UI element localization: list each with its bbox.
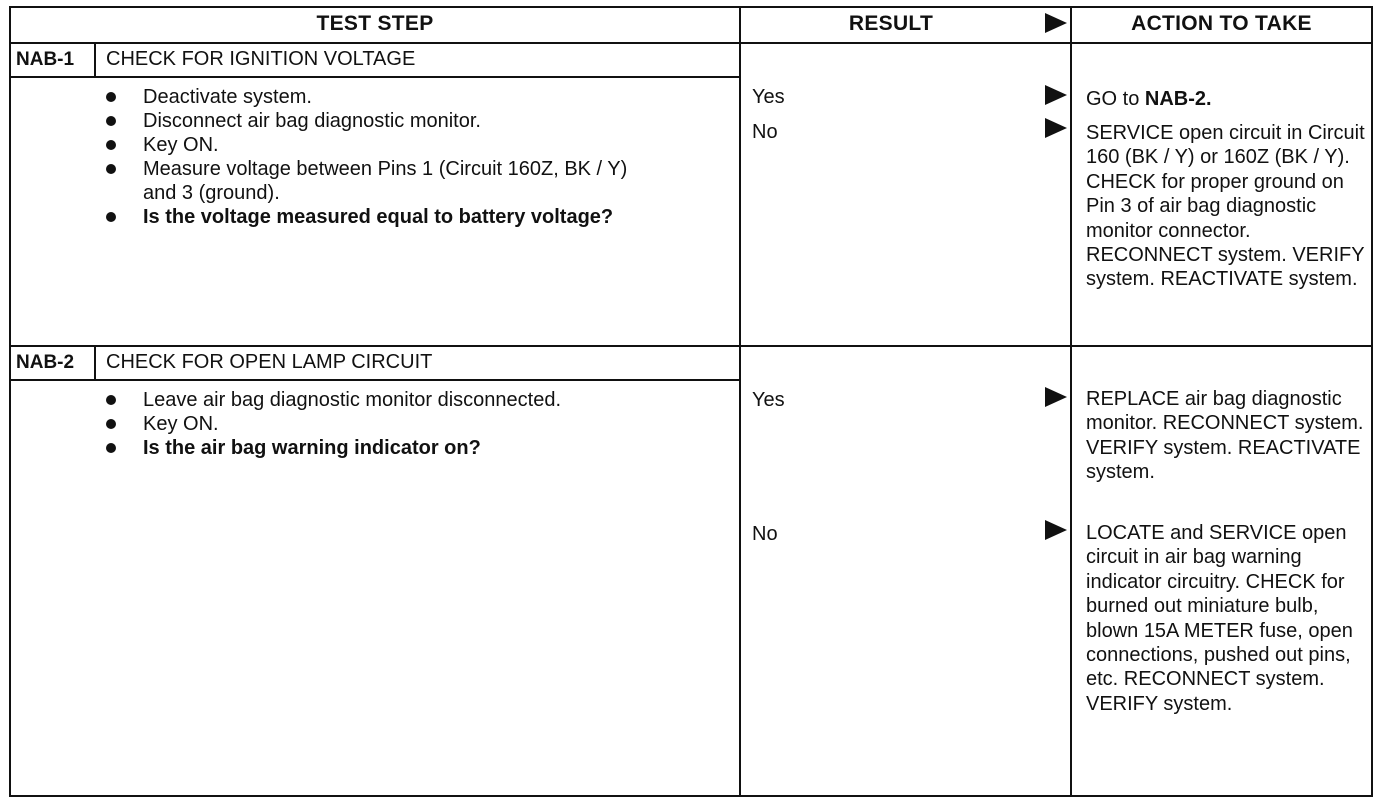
nab1-step: Deactivate system. [106, 85, 686, 109]
nab1-yes-arrow-icon [1045, 85, 1067, 105]
nab2-action-yes: REPLACE air bag diagnostic monitor. RECONNECT system. VERIFY system. REACTIVATE system. [1086, 388, 1364, 484]
bullet-icon [106, 395, 116, 405]
bullet-icon [106, 443, 116, 453]
nab1-step: Is the voltage measured equal to battery voltage? [106, 205, 623, 229]
border-right [1371, 6, 1373, 797]
nab2-no-arrow-icon [1045, 520, 1067, 540]
nab2-title: CHECK FOR OPEN LAMP CIRCUIT [106, 351, 433, 373]
bullet-icon [106, 92, 116, 102]
nab1-steps [106, 85, 686, 229]
nab1-code: NAB-1 [16, 49, 75, 70]
nab2-action-no: LOCATE and SERVICE open circuit in air bag warning indicator circuitry. CHECK for burned out miniature bulb, blown 15A METER fuse, open connections, pushed out pins, etc. RECONNECT system. VERIFY system. [1086, 522, 1353, 715]
nab1-step: Key ON. [106, 133, 686, 157]
bullet-icon [106, 116, 116, 126]
header-action: ACTION TO TAKE [1131, 12, 1312, 35]
header-divider [9, 42, 1373, 44]
header-arrow-icon [1045, 13, 1067, 33]
header-result: RESULT [848, 12, 934, 35]
bullet-icon [106, 419, 116, 429]
nab1-title: CHECK FOR IGNITION VOLTAGE [106, 48, 416, 70]
nab2-yes-arrow-icon [1045, 387, 1067, 407]
border-left [9, 6, 11, 797]
nab1-step: Measure voltage between Pins 1 (Circuit 160Z, BK / Y) and 3 (ground). [106, 157, 643, 205]
nab1-code-divider [94, 43, 96, 77]
bullet-icon [106, 164, 116, 174]
nab2-step: Leave air bag diagnostic monitor disconnected. [106, 388, 706, 412]
bullet-icon [106, 212, 116, 222]
nab2-code: NAB-2 [16, 352, 75, 373]
bullet-icon [106, 140, 116, 150]
nab1-result-no: No [752, 121, 778, 143]
nab1-result-yes: Yes [752, 86, 785, 108]
border-bottom [9, 795, 1373, 797]
col-divider-result [739, 6, 741, 797]
nab2-step: Is the air bag warning indicator on? [106, 436, 706, 460]
nab2-steps [106, 388, 706, 460]
nab2-code-divider [94, 346, 96, 380]
nab1-step: Disconnect air bag diagnostic monitor. [106, 109, 686, 133]
header-test-step: TEST STEP [316, 12, 434, 35]
nab2-title-divider [9, 379, 740, 381]
col-divider-action [1070, 6, 1072, 797]
nab2-result-yes: Yes [752, 389, 785, 411]
nab1-title-divider [9, 76, 740, 78]
nab2-result-no: No [752, 523, 778, 545]
nab2-step: Key ON. [106, 412, 706, 436]
nab1-action-no: SERVICE open circuit in Circuit 160 (BK / Y) or 160Z (BK / Y). CHECK for proper ground on Pin 3 of air bag diagnostic monitor connector. RECONNECT system. VERIFY system. REACTIVATE system. [1086, 122, 1365, 291]
nab1-no-arrow-icon [1045, 118, 1067, 138]
section-divider [9, 345, 1373, 347]
nab1-action-yes: GO to NAB-2. [1086, 88, 1212, 110]
